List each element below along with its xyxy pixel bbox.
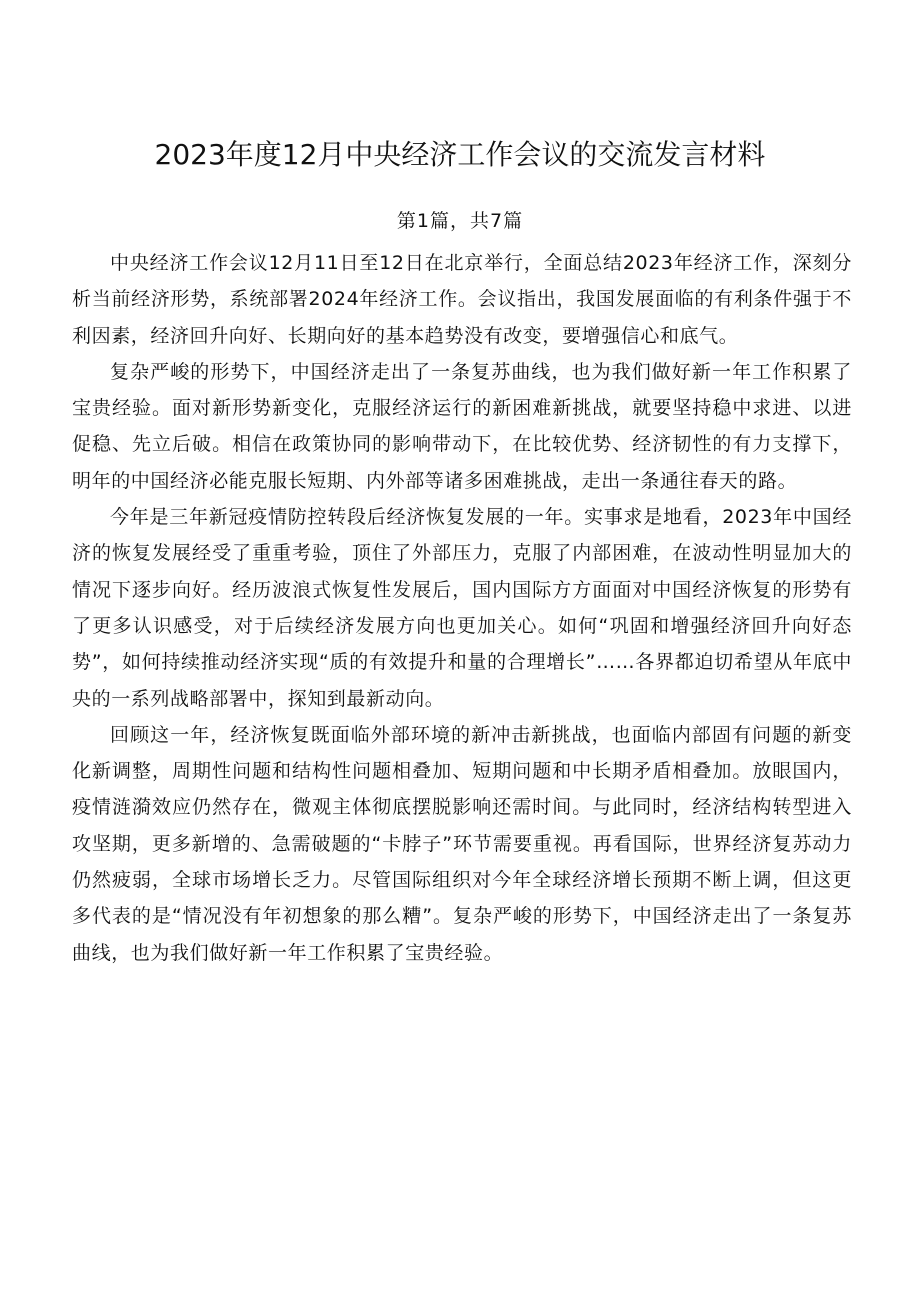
paragraph: 回顾这一年，经济恢复既面临外部环境的新冲击新挑战，也面临内部固有问题的新变化新调整，周期性问题和结构性问题相叠加、短期问题和中长期矛盾相叠加。放眼国内，疫情涟漪效应仍然存在，微观主体彻底摆脱影响还需时间。与此同时，经济结构转型进入攻坚期，更多新增的、急需破题的“卡脖子”环节需要重视。再看国际，世界经济复苏动力仍然疲弱，全球市场增长乏力。尽管国际组织对今年全球经济增长预期不断上调，但这更多代表的是“情况没有年初想象的那么糟”。复杂严峻的形势下，中国经济走出了一条复苏曲线，也为我们做好新一年工作积累了宝贵经验。 bbox=[72, 723, 852, 964]
document-subtitle: 第1篇，共7篇 bbox=[396, 210, 524, 232]
document-body bbox=[72, 245, 852, 971]
paragraph: 今年是三年新冠疫情防控转段后经济恢复发展的一年。实事求是地看，2023年中国经济的恢复发展经受了重重考验，顶住了外部压力，克服了内部困难，在波动性明显加大的情况下逐步向好。经历波浪式恢复性发展后，国内国际方方面面对中国经济恢复的形势有了更多认识感受，对于后续经济发展方向也更加关心。如何“巩固和增强经济回升向好态势”，如何持续推动经济实现“质的有效提升和量的合理增长”……各界都迫切希望从年底中央的一系列战略部署中，探知到最新动向。 bbox=[72, 506, 852, 710]
document-title: 2023年度12月中央经济工作会议的交流发言材料 bbox=[154, 137, 766, 171]
paragraph: 复杂严峻的形势下，中国经济走出了一条复苏曲线，也为我们做好新一年工作积累了宝贵经验。面对新形势新变化，克服经济运行的新困难新挑战，就要坚持稳中求进、以进促稳、先立后破。相信在政策协同的影响带动下，在比较优势、经济韧性的有力支撑下，明年的中国经济必能克服长短期、内外部等诸多困难挑战，走出一条通往春天的路。 bbox=[72, 360, 852, 492]
paragraph: 中央经济工作会议12月11日至12日在北京举行，全面总结2023年经济工作，深刻分析当前经济形势，系统部署2024年经济工作。会议指出，我国发展面临的有利条件强于不利因素，经济回升向好、长期向好的基本趋势没有改变，要增强信心和底气。 bbox=[72, 252, 852, 347]
